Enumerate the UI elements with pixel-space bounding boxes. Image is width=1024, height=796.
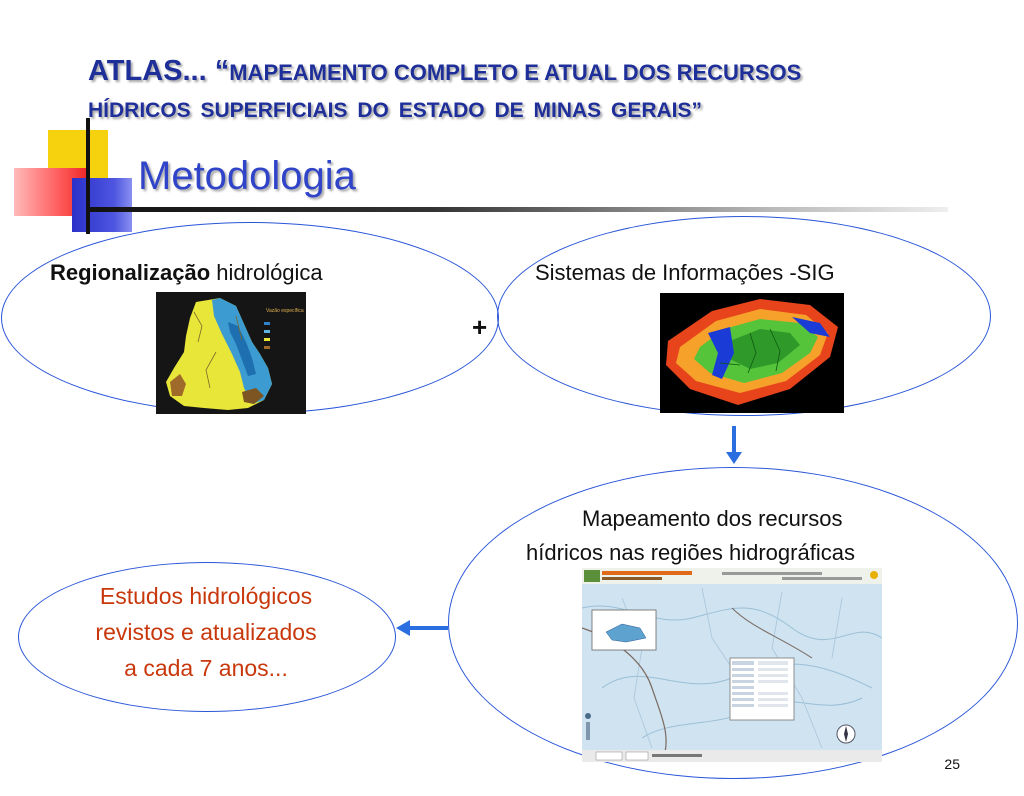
studies-line-1: Estudos hidrológicos [99,583,313,609]
regionalization-label-bold: Regionalização [50,260,211,285]
title-line-2: HÍDRICOS SUPERFICIAIS DO ESTADO DE MINAS GERAIS” [88,99,702,122]
mapping-label-line-1: Mapeamento dos recursos [582,506,843,531]
svg-text:Vazão específica: Vazão específica [266,308,304,314]
section-title: Metodologia [138,154,356,198]
regionalization-label-rest: hidrológica [210,260,323,285]
studies-text [30,578,382,686]
regionalization-map-image [156,292,306,414]
sig-label: Sistemas de Informações -SIG [535,260,835,285]
title-line-1-rest: MAPEAMENTO COMPLETO E ATUAL DOS RECURSOS [229,60,802,85]
sig-terrain-image [660,293,844,413]
page-number: 25 [944,756,960,772]
left-arrow [396,617,448,639]
down-arrow [724,426,744,466]
decor-vertical-line [86,118,90,234]
plus-sign: + [472,312,488,342]
studies-line-2: revistos e atualizados [95,619,317,645]
title-atlas: ATLAS... “ [88,55,230,87]
mapping-label-line-2: hídricos nas regiões hidrográficas [526,540,855,565]
studies-line-3: a cada 7 anos... [124,655,288,681]
title-rule [88,207,948,212]
title-line-1 [88,55,802,87]
web-map-screenshot [582,568,882,762]
decor-blue-square [72,178,132,232]
regionalization-label [50,260,323,286]
